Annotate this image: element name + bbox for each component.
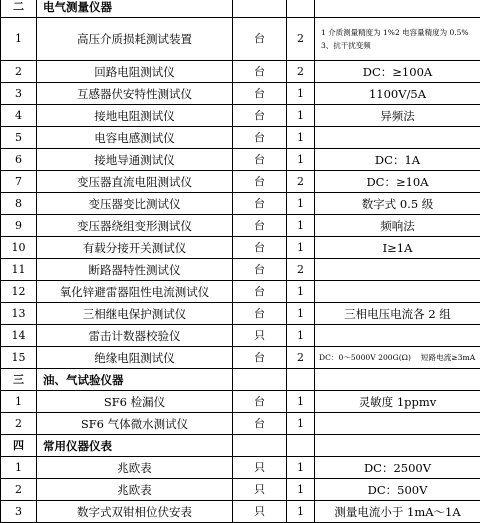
item-unit: 只: [233, 457, 287, 479]
section-header-row: [1, 369, 480, 391]
table-row: [1, 237, 480, 259]
table-row: [1, 83, 480, 105]
item-name: 变压器变比测试仪: [37, 193, 233, 215]
item-unit: 台: [233, 413, 287, 435]
section-title: 常用仪器仪表: [37, 435, 233, 457]
item-name: 绝缘电阻测试仪: [37, 347, 233, 369]
section-title: 电气测量仪器: [37, 0, 233, 18]
section-qty-cell: [287, 369, 315, 391]
item-quantity: 1: [287, 325, 315, 347]
section-number: 二: [1, 0, 37, 18]
item-quantity: 2: [287, 259, 315, 281]
item-quantity: 1: [287, 391, 315, 413]
table-row: [1, 215, 480, 237]
item-name: 变压器直流电阻测试仪: [37, 171, 233, 193]
item-unit: 台: [233, 347, 287, 369]
table-row: [1, 457, 480, 479]
section-unit-cell: [233, 0, 287, 18]
item-spec: 1 介质测量精度为 1%2 电容量精度为 0.5% 3、抗干扰变频: [315, 18, 480, 61]
item-spec: 灵敏度 1ppmv: [315, 391, 480, 413]
section-qty-cell: [287, 435, 315, 457]
item-quantity: 1: [287, 127, 315, 149]
table-row: [1, 413, 480, 435]
table-row: [1, 325, 480, 347]
item-unit: 台: [233, 149, 287, 171]
item-name: 氧化锌避雷器阻性电流测试仪: [37, 281, 233, 303]
item-quantity: 1: [287, 149, 315, 171]
item-quantity: 1: [287, 457, 315, 479]
item-name: 高压介质损耗测试装置: [37, 18, 233, 61]
section-title: 油、气试验仪器: [37, 369, 233, 391]
table-row: [1, 347, 480, 369]
item-name: 断路器特性测试仪: [37, 259, 233, 281]
item-spec: [315, 281, 480, 303]
item-unit: 只: [233, 501, 287, 523]
item-number: 6: [1, 149, 37, 171]
section-unit-cell: [233, 369, 287, 391]
item-quantity: 1: [287, 237, 315, 259]
item-spec: 1100V/5A: [315, 83, 480, 105]
item-spec: DC：0～5000V 200G(Ω) 短路电流≥3mA: [315, 347, 480, 369]
item-number: 11: [1, 259, 37, 281]
item-unit: 台: [233, 391, 287, 413]
item-quantity: 2: [287, 171, 315, 193]
item-spec: [315, 413, 480, 435]
item-number: 1: [1, 18, 37, 61]
item-unit: 台: [233, 127, 287, 149]
item-name: 三相继电保护测试仪: [37, 303, 233, 325]
item-number: 3: [1, 83, 37, 105]
item-number: 8: [1, 193, 37, 215]
item-unit: 台: [233, 215, 287, 237]
item-spec: [315, 325, 480, 347]
item-spec: DC：1A: [315, 149, 480, 171]
item-unit: 台: [233, 83, 287, 105]
item-spec: 三相电压电流各 2 组: [315, 303, 480, 325]
item-name: 数字式双钳相位伏安表: [37, 501, 233, 523]
item-number: 2: [1, 61, 37, 83]
item-unit: 台: [233, 105, 287, 127]
item-spec: 异频法: [315, 105, 480, 127]
item-spec: DC：500V: [315, 479, 480, 501]
item-name: 回路电阻测试仪: [37, 61, 233, 83]
section-qty-cell: [287, 0, 315, 18]
item-number: 1: [1, 391, 37, 413]
item-spec: DC：≥100A: [315, 61, 480, 83]
item-number: 4: [1, 105, 37, 127]
item-name: 互感器伏安特性测试仪: [37, 83, 233, 105]
item-name: 雷击计数器校验仪: [37, 325, 233, 347]
item-spec: I≥1A: [315, 237, 480, 259]
item-unit: 台: [233, 237, 287, 259]
item-quantity: 1: [287, 501, 315, 523]
item-name: 接地电阻测试仪: [37, 105, 233, 127]
item-name: SF6 气体微水测试仪: [37, 413, 233, 435]
item-number: 14: [1, 325, 37, 347]
table-row: [1, 259, 480, 281]
item-quantity: 2: [287, 18, 315, 61]
item-spec: 测量电流小于 1mA～1A: [315, 501, 480, 523]
item-spec: [315, 127, 480, 149]
table-row: [1, 501, 480, 523]
item-unit: 台: [233, 303, 287, 325]
item-unit: 台: [233, 281, 287, 303]
section-spec-cell: [315, 435, 480, 457]
item-spec: 频响法: [315, 215, 480, 237]
table-row: [1, 127, 480, 149]
item-name: 有载分接开关测试仪: [37, 237, 233, 259]
table-row: [1, 149, 480, 171]
equipment-table-body: [1, 0, 480, 523]
item-number: 12: [1, 281, 37, 303]
item-unit: 台: [233, 171, 287, 193]
item-quantity: 1: [287, 215, 315, 237]
item-unit: 台: [233, 259, 287, 281]
item-quantity: 2: [287, 61, 315, 83]
item-number: 2: [1, 479, 37, 501]
item-number: 15: [1, 347, 37, 369]
item-quantity: 1: [287, 479, 315, 501]
item-name: 兆欧表: [37, 457, 233, 479]
item-number: 13: [1, 303, 37, 325]
item-name: 变压器绕组变形测试仪: [37, 215, 233, 237]
item-number: 5: [1, 127, 37, 149]
item-spec: 数字式 0.5 级: [315, 193, 480, 215]
item-unit: 台: [233, 18, 287, 61]
table-row: [1, 18, 480, 61]
section-spec-cell: [315, 369, 480, 391]
item-number: 2: [1, 413, 37, 435]
item-quantity: 1: [287, 281, 315, 303]
section-number: 三: [1, 369, 37, 391]
table-row: [1, 479, 480, 501]
section-header-row: [1, 0, 480, 18]
item-unit: 台: [233, 193, 287, 215]
section-number: 四: [1, 435, 37, 457]
table-row: [1, 105, 480, 127]
item-number: 3: [1, 501, 37, 523]
item-unit: 台: [233, 61, 287, 83]
table-row: [1, 61, 480, 83]
table-row: [1, 171, 480, 193]
table-row: [1, 193, 480, 215]
item-spec: DC：≥10A: [315, 171, 480, 193]
section-header-row: [1, 435, 480, 457]
item-quantity: 2: [287, 347, 315, 369]
section-unit-cell: [233, 435, 287, 457]
item-name: SF6 检漏仪: [37, 391, 233, 413]
item-name: 接地导通测试仪: [37, 149, 233, 171]
table-row: [1, 391, 480, 413]
item-name: 电容电感测试仪: [37, 127, 233, 149]
section-spec-cell: [315, 0, 480, 18]
item-number: 10: [1, 237, 37, 259]
item-quantity: 1: [287, 83, 315, 105]
item-spec: DC：2500V: [315, 457, 480, 479]
item-quantity: 1: [287, 413, 315, 435]
table-row: [1, 303, 480, 325]
item-name: 兆欧表: [37, 479, 233, 501]
item-quantity: 1: [287, 303, 315, 325]
item-number: 7: [1, 171, 37, 193]
item-number: 1: [1, 457, 37, 479]
table-row: [1, 281, 480, 303]
item-number: 9: [1, 215, 37, 237]
item-quantity: 1: [287, 105, 315, 127]
item-quantity: 1: [287, 193, 315, 215]
item-spec: [315, 259, 480, 281]
item-unit: 只: [233, 479, 287, 501]
item-unit: 只: [233, 325, 287, 347]
